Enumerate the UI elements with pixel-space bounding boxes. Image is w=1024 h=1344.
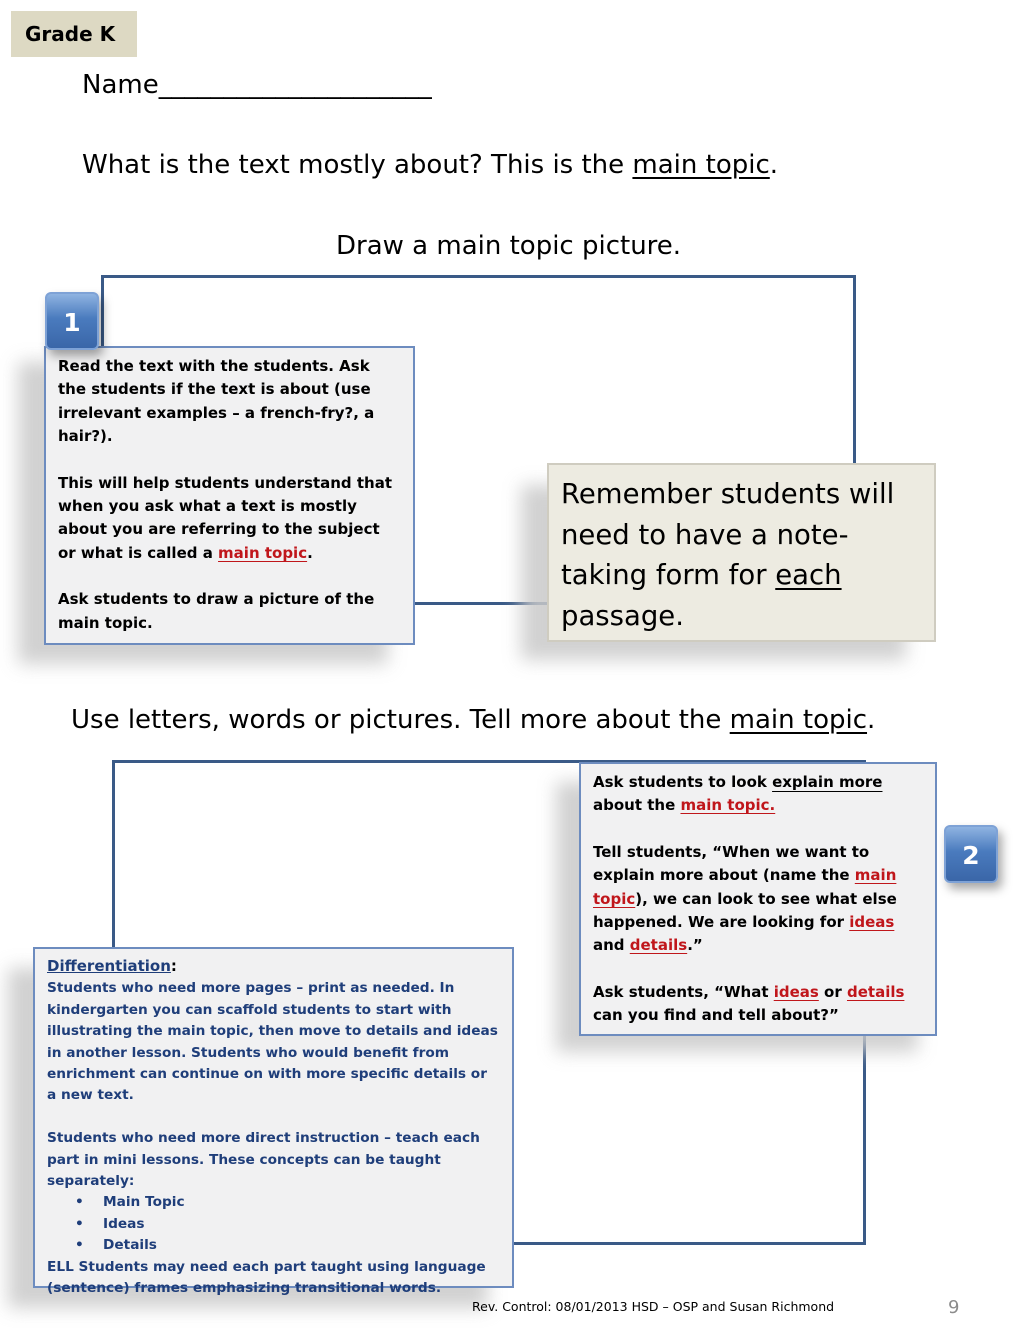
list-item: • Details [75, 1235, 500, 1256]
callout-2-term-main-topic: main topic. [680, 796, 776, 815]
callout-1-term: main topic [218, 543, 308, 562]
differentiation-box [33, 947, 514, 1297]
question-heading [82, 150, 778, 180]
callout-2-para-1: Ask students to look explain more about the main topic. [593, 773, 883, 815]
callout-2 [579, 762, 937, 1036]
callout-1-para-2: This will help students understand that when you ask what a text is mostly about you are referring to the subject or what is called a main topic. [58, 473, 393, 562]
list-item: • Main Topic [75, 1192, 500, 1213]
differentiation-heading: Differentiation [47, 957, 171, 975]
remember-note: Remember students will need to have a note-taking form for each passage. [547, 463, 936, 642]
question-text: What is the text mostly about? This is the [82, 150, 633, 180]
callout-2-term-details: details [629, 936, 688, 955]
tell-more-term: main topic [729, 705, 868, 735]
page-number: 9 [948, 1297, 960, 1318]
step-1-badge: 1 [45, 292, 99, 350]
differentiation-list [47, 1192, 500, 1256]
callout-2-para-2: Tell students, “When we want to explain more about (name the main topic), we can look to see what else happened. We are looking for ideas and details.” [593, 842, 897, 955]
draw-prompt: Draw a main topic picture. [336, 231, 682, 261]
question-term: main topic [632, 150, 770, 180]
callout-2-term-details-2: details [846, 982, 905, 1001]
list-item: • Ideas [75, 1214, 500, 1235]
differentiation-para-3: ELL Students may need each part taught using language (sentence) frames emphasizing transitional words. [47, 1258, 486, 1297]
name-line: Name_____________________ [82, 70, 432, 100]
callout-2-term-ideas: ideas [849, 913, 895, 932]
grade-label: Grade K [11, 11, 137, 57]
question-end: . [769, 150, 779, 180]
differentiation-heading-line: Differentiation: [47, 957, 177, 975]
callout-2-para-3: Ask students, “What ideas or details can you find and tell about?” [593, 982, 905, 1025]
callout-2-term-ideas-2: ideas [773, 982, 819, 1001]
revision-footer: Rev. Control: 08/01/2013 HSD – OSP and Susan Richmond [472, 1299, 835, 1314]
callout-1-para-3: Ask students to draw a picture of the main topic. [58, 590, 375, 632]
callout-2-term-main-topic-2: main topic [593, 866, 897, 908]
callout-1-para-1: Read the text with the students. Ask the students if the text is about (use irrelevant examples – a french-fry?, a hair?). [58, 357, 375, 446]
remember-term: each [775, 559, 842, 591]
differentiation-para-1: Students who need more pages – print as needed. In kindergarten you can scaffold students to start with illustrating the main topic, then move to details and ideas in another lesson. Students who would benefit from enrichment can continue on with more specific details or a new text. [47, 980, 498, 1104]
tell-more-prompt: Use letters, words or pictures. Tell more about the main topic. [71, 705, 876, 735]
step-2-badge: 2 [944, 825, 998, 883]
differentiation-para-2: Students who need more direct instruction – teach each part in mini lessons. These concepts can be taught separately: [47, 1130, 480, 1190]
callout-1 [44, 346, 415, 645]
callout-2-explain-more: explain more [772, 773, 883, 791]
